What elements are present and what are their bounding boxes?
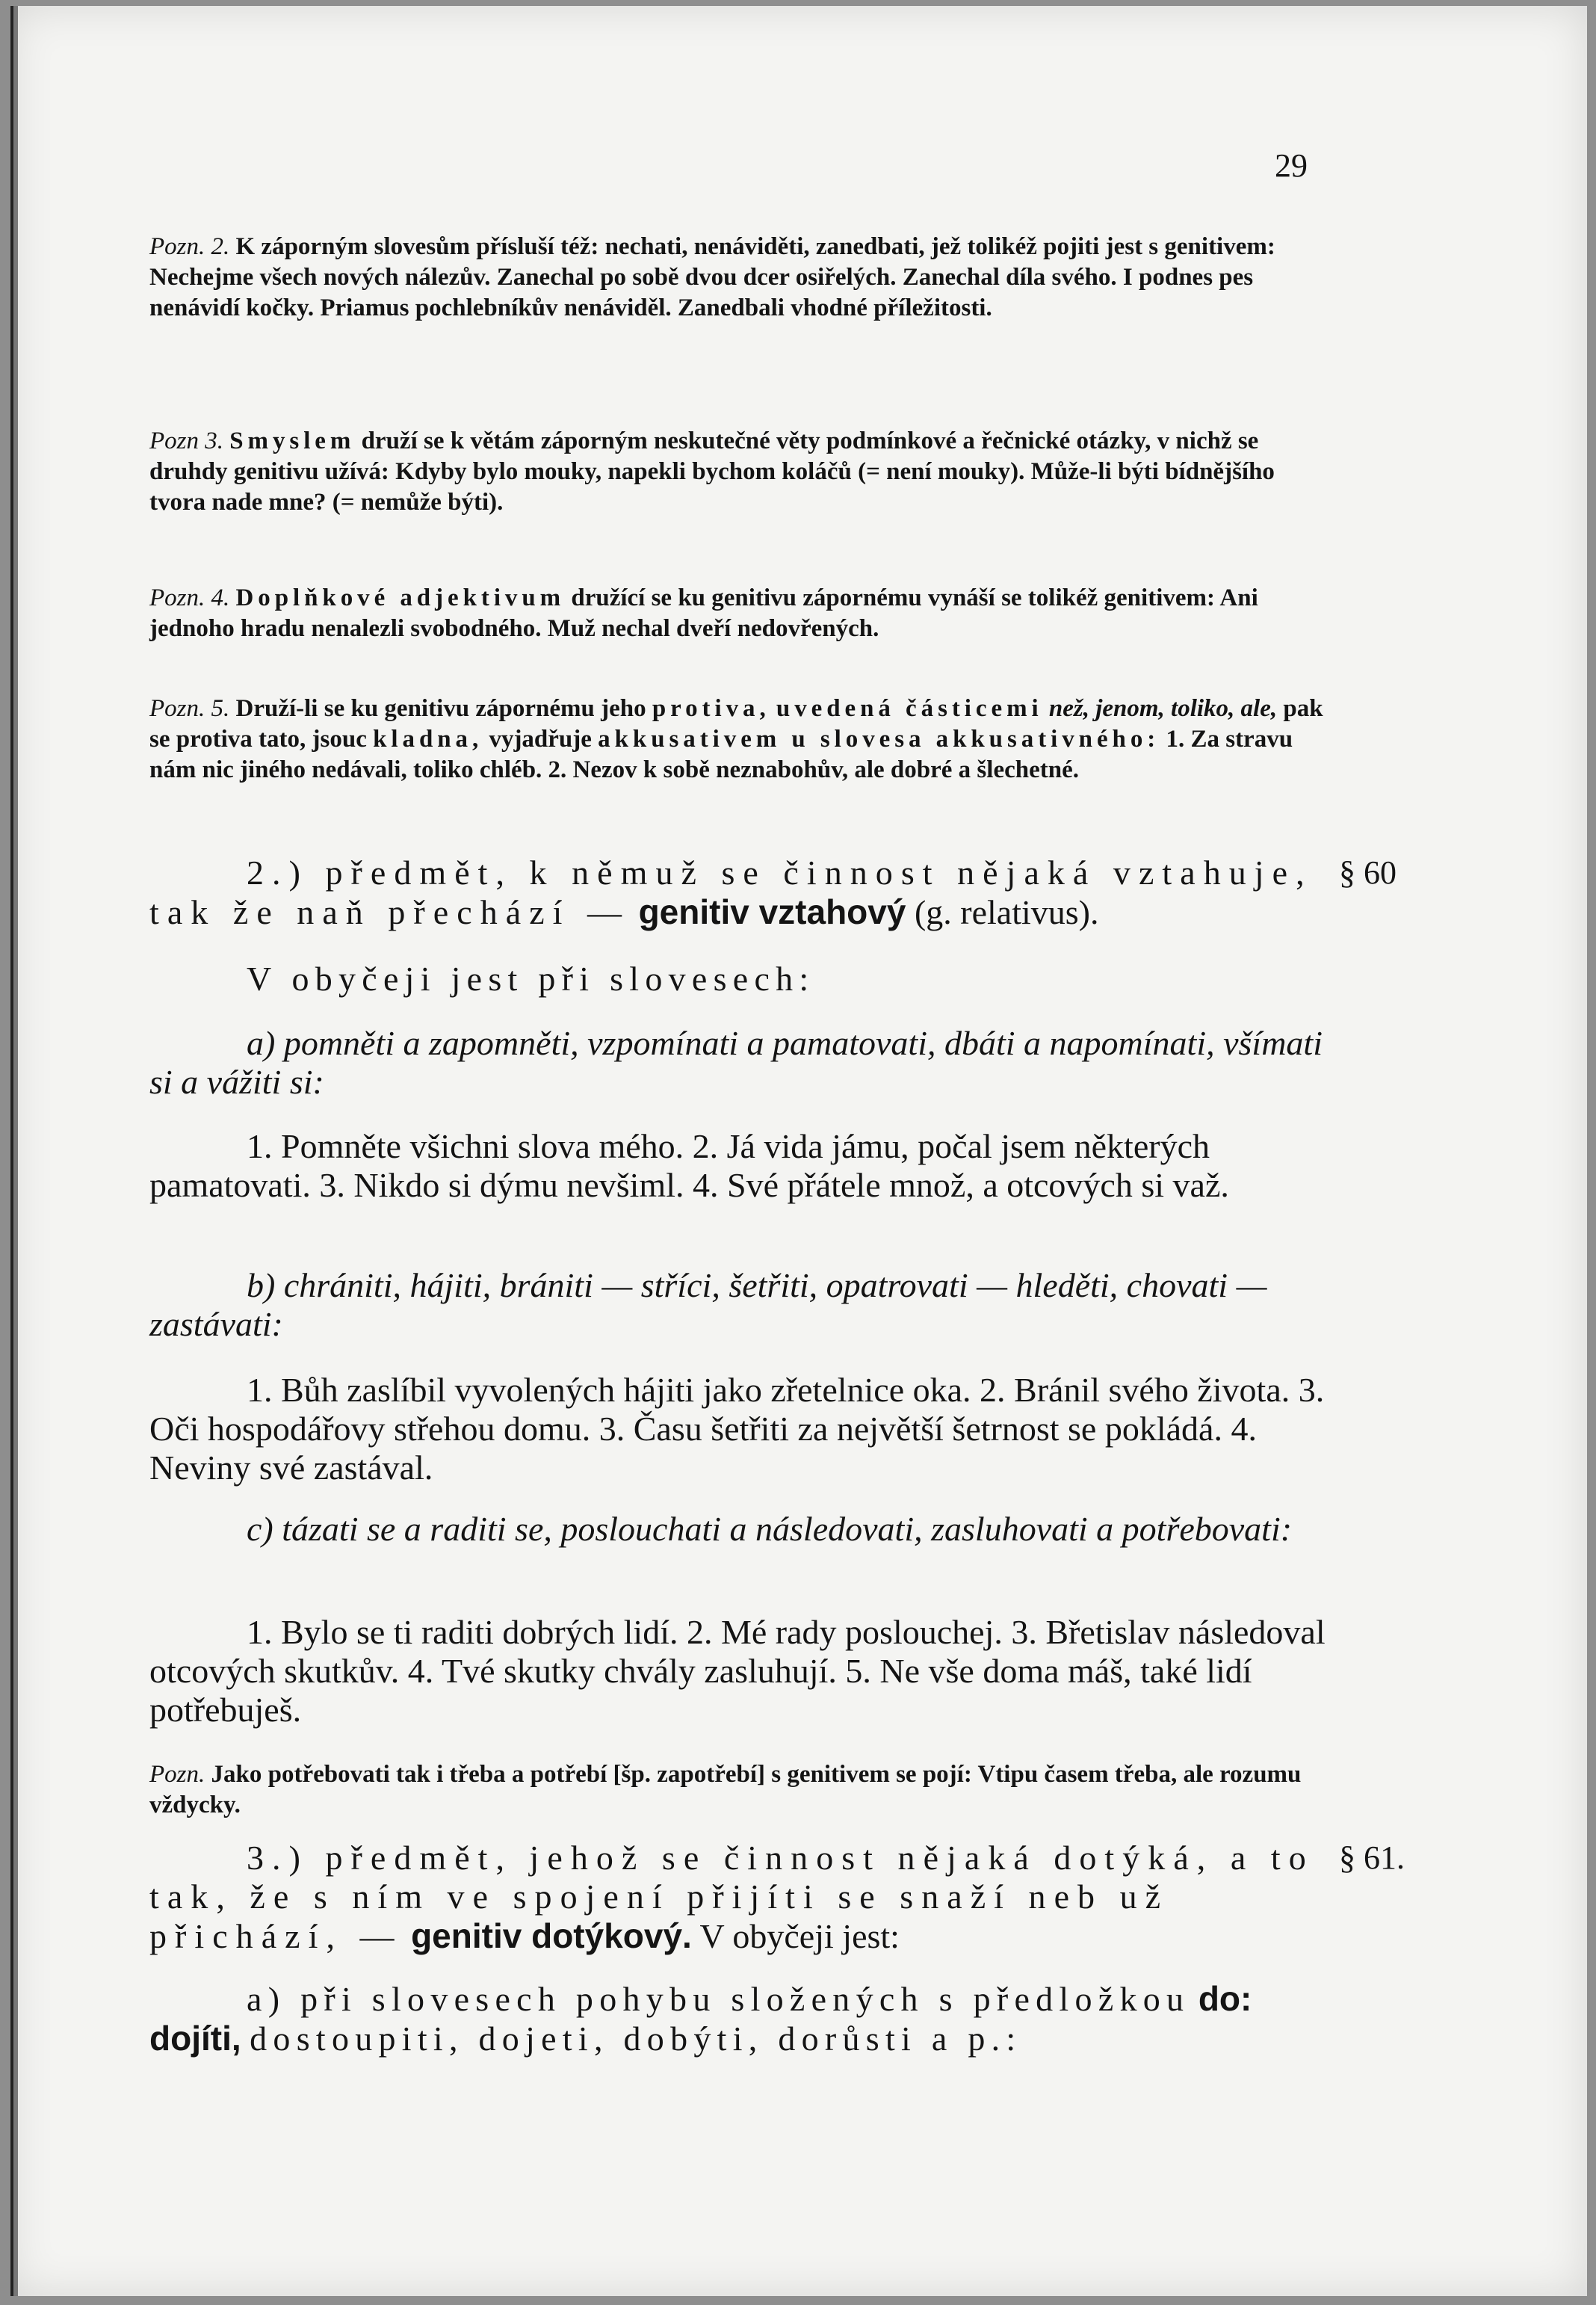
section-61-term: genitiv dotýkový. bbox=[411, 1916, 692, 1955]
section-61-a-rest: dostoupiti, dojeti, dobýti, dorůsti a p.: bbox=[250, 2019, 1022, 2058]
page-number: 29 bbox=[1275, 147, 1308, 184]
note-4-lead: Doplňkové adjektivum bbox=[235, 584, 566, 611]
section-61-usual: V obyčeji jest: bbox=[699, 1917, 900, 1955]
note-5-label: Pozn. 5. bbox=[149, 695, 230, 722]
note-3-label: Pozn 3. bbox=[149, 428, 223, 454]
note-2-label: Pozn. 2. bbox=[149, 233, 230, 260]
section-61-a bbox=[149, 1979, 1331, 2058]
note-5-part-f: kladna, bbox=[373, 726, 483, 753]
note-potrebovati-label: Pozn. bbox=[149, 1761, 205, 1788]
note-5 bbox=[149, 694, 1331, 786]
note-potrebovati-text: Jako potřebovati tak i třeba a potřebí [šp. zapotřebí] s genitivem se pojí: Vtipu časem třeba, ale rozumu vždycky. bbox=[149, 1761, 1302, 1818]
note-5-part-d: než, jenom, toliko, ale, bbox=[1048, 695, 1278, 722]
section-60-c-verbs bbox=[149, 1510, 1331, 1549]
section-60-b-label: b) bbox=[247, 1266, 276, 1304]
section-60-a-verbs bbox=[149, 1024, 1331, 1102]
note-5-part-e: pak se protiva tato, jsouc bbox=[149, 695, 1323, 753]
section-60-b-examples bbox=[149, 1371, 1331, 1487]
section-61-a-text: a) při slovesech pohybu složených s předložkou bbox=[247, 1980, 1190, 2018]
section-60-definition bbox=[149, 854, 1331, 932]
section-60-ref: § 60 bbox=[1339, 854, 1396, 891]
section-60-a-examples-text: 1. Pomněte všichni slova mého. 2. Já vida jámu, počal jsem některých pamatovati. 3. Nikdo si dýmu nevšiml. 4. Své přátele množ, a otcových si važ. bbox=[149, 1127, 1229, 1204]
section-60-a-verbs-text: pomněti a zapomněti, vzpomínati a pamatovati, dbáti a napomínati, všímati si a vážiti si: bbox=[149, 1024, 1323, 1101]
section-61-text: 3.) předmět, jehož se činnost nějaká dotýká, a to tak, že s ním ve spojení přijíti se snaží neb už přichází, — bbox=[149, 1839, 1314, 1955]
note-5-part-i: 1. Za stravu nám nic jiného nedávali, toliko chléb. 2. Nezov k sobě neznabohův, ale dobré a šlechetné. bbox=[149, 726, 1293, 783]
section-61-a-prep: do: dojíti, bbox=[149, 1979, 1252, 2058]
note-4-label: Pozn. 4. bbox=[149, 584, 230, 611]
section-60-b-examples-text: 1. Bůh zaslíbil vyvolených hájiti jako zřetelnice oka. 2. Bránil svého života. 3. Oči hospodářovy střehou domu. 3. Času šetřiti za největší šetrnost se pokládá. 4. Neviny své zastával. bbox=[149, 1371, 1325, 1487]
note-5-part-b: protiva, bbox=[652, 695, 770, 722]
note-3-text: druží se k větám záporným neskutečné věty podmínkové a řečnické otázky, v nichž se druhdy genitivu užívá: Kdyby bylo mouky, napekli bychom koláčů (= není mouky). Může-li býti bídnějšího tvora nade mne? (= nemůže býti). bbox=[149, 428, 1275, 516]
note-3 bbox=[149, 426, 1331, 518]
note-3-lead: Smyslem bbox=[229, 428, 356, 454]
note-5-part-c: uvedená částicemi bbox=[776, 695, 1043, 722]
section-60-c-verbs-text: tázati se a raditi se, poslouchati a následovati, zasluhovati a potřebovati: bbox=[282, 1510, 1293, 1548]
note-2-text: K záporným slovesům přísluší též: nechati, nenáviděti, zanedbati, jež tolikéž pojiti jest s genitivem: Nechejme všech nových nálezův. Zanechal po sobě dvou dcer osiřelých. Zanechal díla svého. I podnes pes nenávidí kočky. Priamus pochlebníkův nenáviděl. Zanedbali vhodné příležitosti. bbox=[149, 233, 1275, 321]
section-60-term: genitiv vztahový bbox=[638, 892, 906, 931]
section-60-a-examples bbox=[149, 1127, 1331, 1205]
section-60-c-examples bbox=[149, 1613, 1331, 1729]
section-60-usual-text: V obyčeji jest při slovesech: bbox=[247, 960, 815, 998]
section-61-definition bbox=[149, 1839, 1331, 1956]
section-60-text: 2.) předmět, k němuž se činnost nějaká vztahuje, tak že naň přechází — bbox=[149, 854, 1313, 931]
note-4-text: družící se ku genitivu zápornému vynáší se tolikéž genitivem: Ani jednoho hradu nenalezli svobodného. Muž nechal dveří nedovřených. bbox=[149, 584, 1258, 642]
section-61-ref: § 61. bbox=[1339, 1839, 1405, 1876]
note-5-part-h: akkusativem u slovesa akkusativného: bbox=[598, 726, 1160, 753]
section-60-b-verbs-text: chrániti, hájiti, brániti — stříci, šetřiti, opatrovati — hleděti, chovati — zastávati: bbox=[149, 1266, 1267, 1343]
note-potrebovati bbox=[149, 1759, 1331, 1821]
section-60-c-examples-text: 1. Bylo se ti raditi dobrých lidí. 2. Mé rady poslouchej. 3. Břetislav následoval otcových skutkův. 4. Tvé skutky chvály zasluhují. 5. Ne vše doma máš, také lidí potřebuješ. bbox=[149, 1613, 1326, 1729]
note-2 bbox=[149, 232, 1331, 324]
book-page bbox=[10, 6, 1587, 2296]
note-5-part-g: vyjadřuje bbox=[489, 726, 592, 753]
section-60-latin: (g. relativus). bbox=[914, 893, 1099, 931]
section-60-c-label: c) bbox=[247, 1510, 273, 1548]
section-60-a-label: a) bbox=[247, 1024, 276, 1062]
section-60-b-verbs bbox=[149, 1266, 1331, 1344]
section-60-usual bbox=[149, 960, 1331, 999]
note-5-part-a: Druží-li se ku genitivu zápornému jeho bbox=[235, 695, 646, 722]
note-4 bbox=[149, 583, 1331, 644]
page-spine-edge bbox=[10, 6, 18, 2296]
